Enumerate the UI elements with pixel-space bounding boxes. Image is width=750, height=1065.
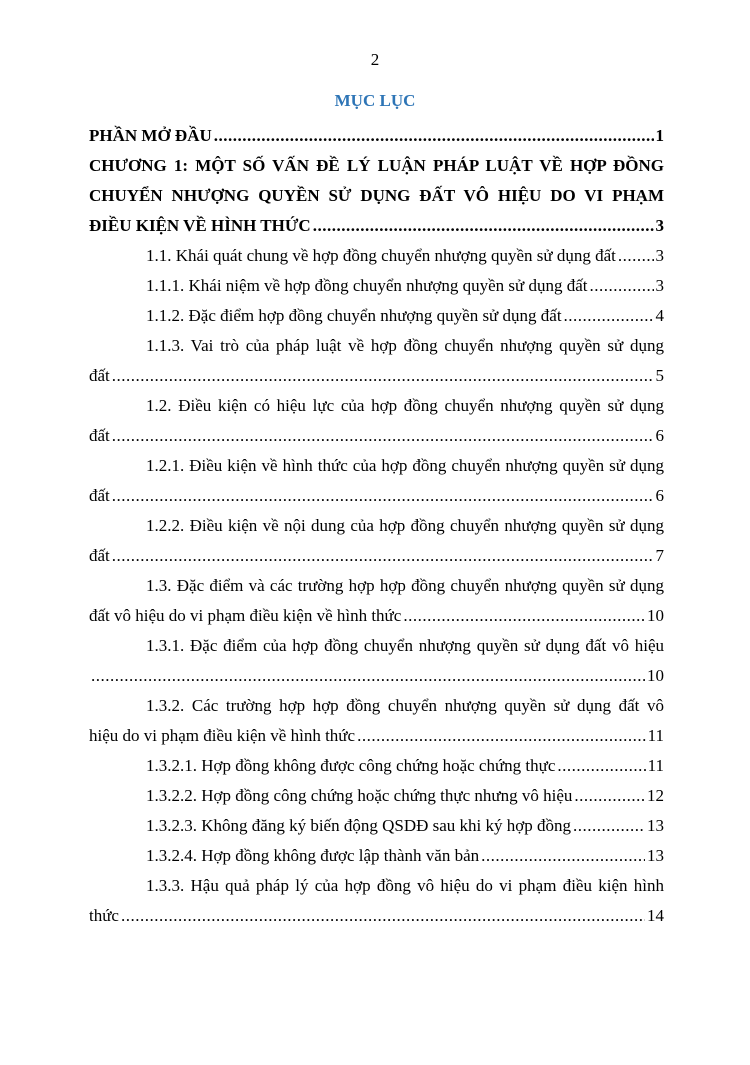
toc-page-number: 10 (647, 666, 664, 685)
toc-entry-text: 1.1.2. Đặc điểm hợp đồng chuyển nhượng quyền sử dụng đất (146, 306, 562, 325)
dot-leader (214, 122, 654, 149)
toc-page-number: 3 (655, 216, 664, 235)
toc-title: MỤC LỤC (334, 91, 416, 110)
toc-entry-text: 1.3.2.1. Hợp đồng không được công chứng hoặc chứng thực (146, 756, 556, 775)
toc-entry-text: hiệu do vi phạm điều kiện về hình thức (89, 726, 356, 745)
toc-entry-1-3-2[interactable] (89, 692, 664, 749)
toc-entry-text: 1.3.2.4. Hợp đồng không được lập thành văn bản (146, 846, 480, 865)
dot-leader (590, 272, 654, 299)
page-number: 2 (370, 50, 380, 69)
toc-entry-line: 1.3.1. Đặc điểm của hợp đồng chuyển nhượng quyền sử dụng đất vô hiệu (146, 636, 664, 655)
toc-entry-1-1-1[interactable] (89, 272, 664, 299)
toc-entry-line: 1.2. Điều kiện có hiệu lực của hợp đồng chuyển nhượng quyền sử dụng (146, 396, 664, 415)
dot-leader (112, 542, 654, 569)
toc-page-number: 10 (647, 606, 664, 625)
toc-page-number: 13 (647, 846, 664, 865)
toc-entry-chapter-1[interactable] (89, 152, 664, 239)
toc-page-number: 14 (647, 906, 664, 925)
toc-entry-text: đất (89, 426, 110, 445)
toc-entry-1-3-1[interactable] (89, 632, 664, 689)
dot-leader (112, 362, 654, 389)
toc-entry-1-3[interactable] (89, 572, 664, 629)
toc-entry-1-1-2[interactable] (89, 302, 664, 329)
toc-entry-text: đất (89, 366, 110, 385)
toc-page-number: 1 (655, 126, 664, 145)
dot-leader (121, 902, 645, 929)
toc-entry-text: 1.1.1. Khái niệm về hợp đồng chuyển nhượng quyền sử dụng đất (146, 276, 588, 295)
toc-page-number: 3 (655, 276, 664, 295)
toc-entry-line: 1.3. Đặc điểm và các trường hợp hợp đồng chuyển nhượng quyền sử dụng (146, 576, 664, 595)
toc-page-number: 6 (655, 486, 664, 505)
dot-leader (112, 482, 654, 509)
toc-page-number: 12 (647, 786, 664, 805)
toc-page-number: 13 (647, 816, 664, 835)
toc-entry-text: đất (89, 546, 110, 565)
toc-page-number: 6 (655, 426, 664, 445)
dot-leader (357, 722, 646, 749)
toc-entry-intro[interactable] (89, 122, 664, 149)
toc-entry-1-2[interactable] (89, 392, 664, 449)
toc-entry-line: 1.3.3. Hậu quả pháp lý của hợp đồng vô hiệu do vi phạm điều kiện hình (146, 876, 664, 895)
toc-entry-text: thức (89, 906, 119, 925)
dot-leader (91, 662, 645, 689)
toc-entry-line: 1.3.2. Các trường hợp hợp đồng chuyển nhượng quyền sử dụng đất vô (146, 696, 664, 715)
toc-entry-text: PHẦN MỞ ĐẦU (89, 126, 212, 145)
toc-page-number: 5 (655, 366, 664, 385)
toc-entry-line: CHUYỂN NHƯỢNG QUYỀN SỬ DỤNG ĐẤT VÔ HIỆU DO VI PHẠM (89, 186, 664, 205)
toc-entry-text: ĐIỀU KIỆN VỀ HÌNH THỨC (89, 216, 311, 235)
toc-entry-line: CHƯƠNG 1: MỘT SỐ VẤN ĐỀ LÝ LUẬN PHÁP LUẬT VỀ HỢP ĐỒNG (89, 156, 664, 175)
toc-entry-1-1-3[interactable] (89, 332, 664, 389)
toc-page-number: 7 (655, 546, 664, 565)
toc-entry-1-1[interactable] (89, 242, 664, 269)
toc-entry-1-2-1[interactable] (89, 452, 664, 509)
toc-entry-text: 1.3.2.2. Hợp đồng công chứng hoặc chứng thực nhưng vô hiệu (146, 786, 573, 805)
toc-entry-1-3-3[interactable] (89, 872, 664, 929)
dot-leader (313, 212, 654, 239)
toc-entry-line: 1.2.2. Điều kiện về nội dung của hợp đồng chuyển nhượng quyền sử dụng (146, 516, 664, 535)
toc-entry-1-3-2-4[interactable] (89, 842, 664, 869)
toc-page-number: 11 (647, 756, 664, 775)
toc-entry-text: 1.1. Khái quát chung về hợp đồng chuyển nhượng quyền sử dụng đất (146, 246, 616, 265)
dot-leader (574, 782, 645, 809)
dot-leader (573, 812, 645, 839)
toc-entry-line: 1.1.3. Vai trò của pháp luật về hợp đồng chuyển nhượng quyền sử dụng (146, 336, 664, 355)
toc-entry-1-2-2[interactable] (89, 512, 664, 569)
toc-entry-1-3-2-1[interactable] (89, 752, 664, 779)
toc-page-number: 4 (655, 306, 664, 325)
toc-entry-line: 1.2.1. Điều kiện về hình thức của hợp đồng chuyển nhượng quyền sử dụng (146, 456, 664, 475)
toc-entry-text: đất vô hiệu do vi phạm điều kiện về hình thức (89, 606, 402, 625)
dot-leader (564, 302, 654, 329)
toc-entry-1-3-2-2[interactable] (89, 782, 664, 809)
dot-leader (618, 242, 654, 269)
dot-leader (481, 842, 645, 869)
dot-leader (403, 602, 645, 629)
table-of-contents (89, 122, 664, 932)
toc-entry-1-3-2-3[interactable] (89, 812, 664, 839)
toc-entry-text: 1.3.2.3. Không đăng ký biến động QSDĐ sau khi ký hợp đồng (146, 816, 571, 835)
toc-page-number: 11 (647, 726, 664, 745)
toc-entry-text: đất (89, 486, 110, 505)
dot-leader (557, 752, 645, 779)
dot-leader (112, 422, 654, 449)
toc-page-number: 3 (655, 246, 664, 265)
